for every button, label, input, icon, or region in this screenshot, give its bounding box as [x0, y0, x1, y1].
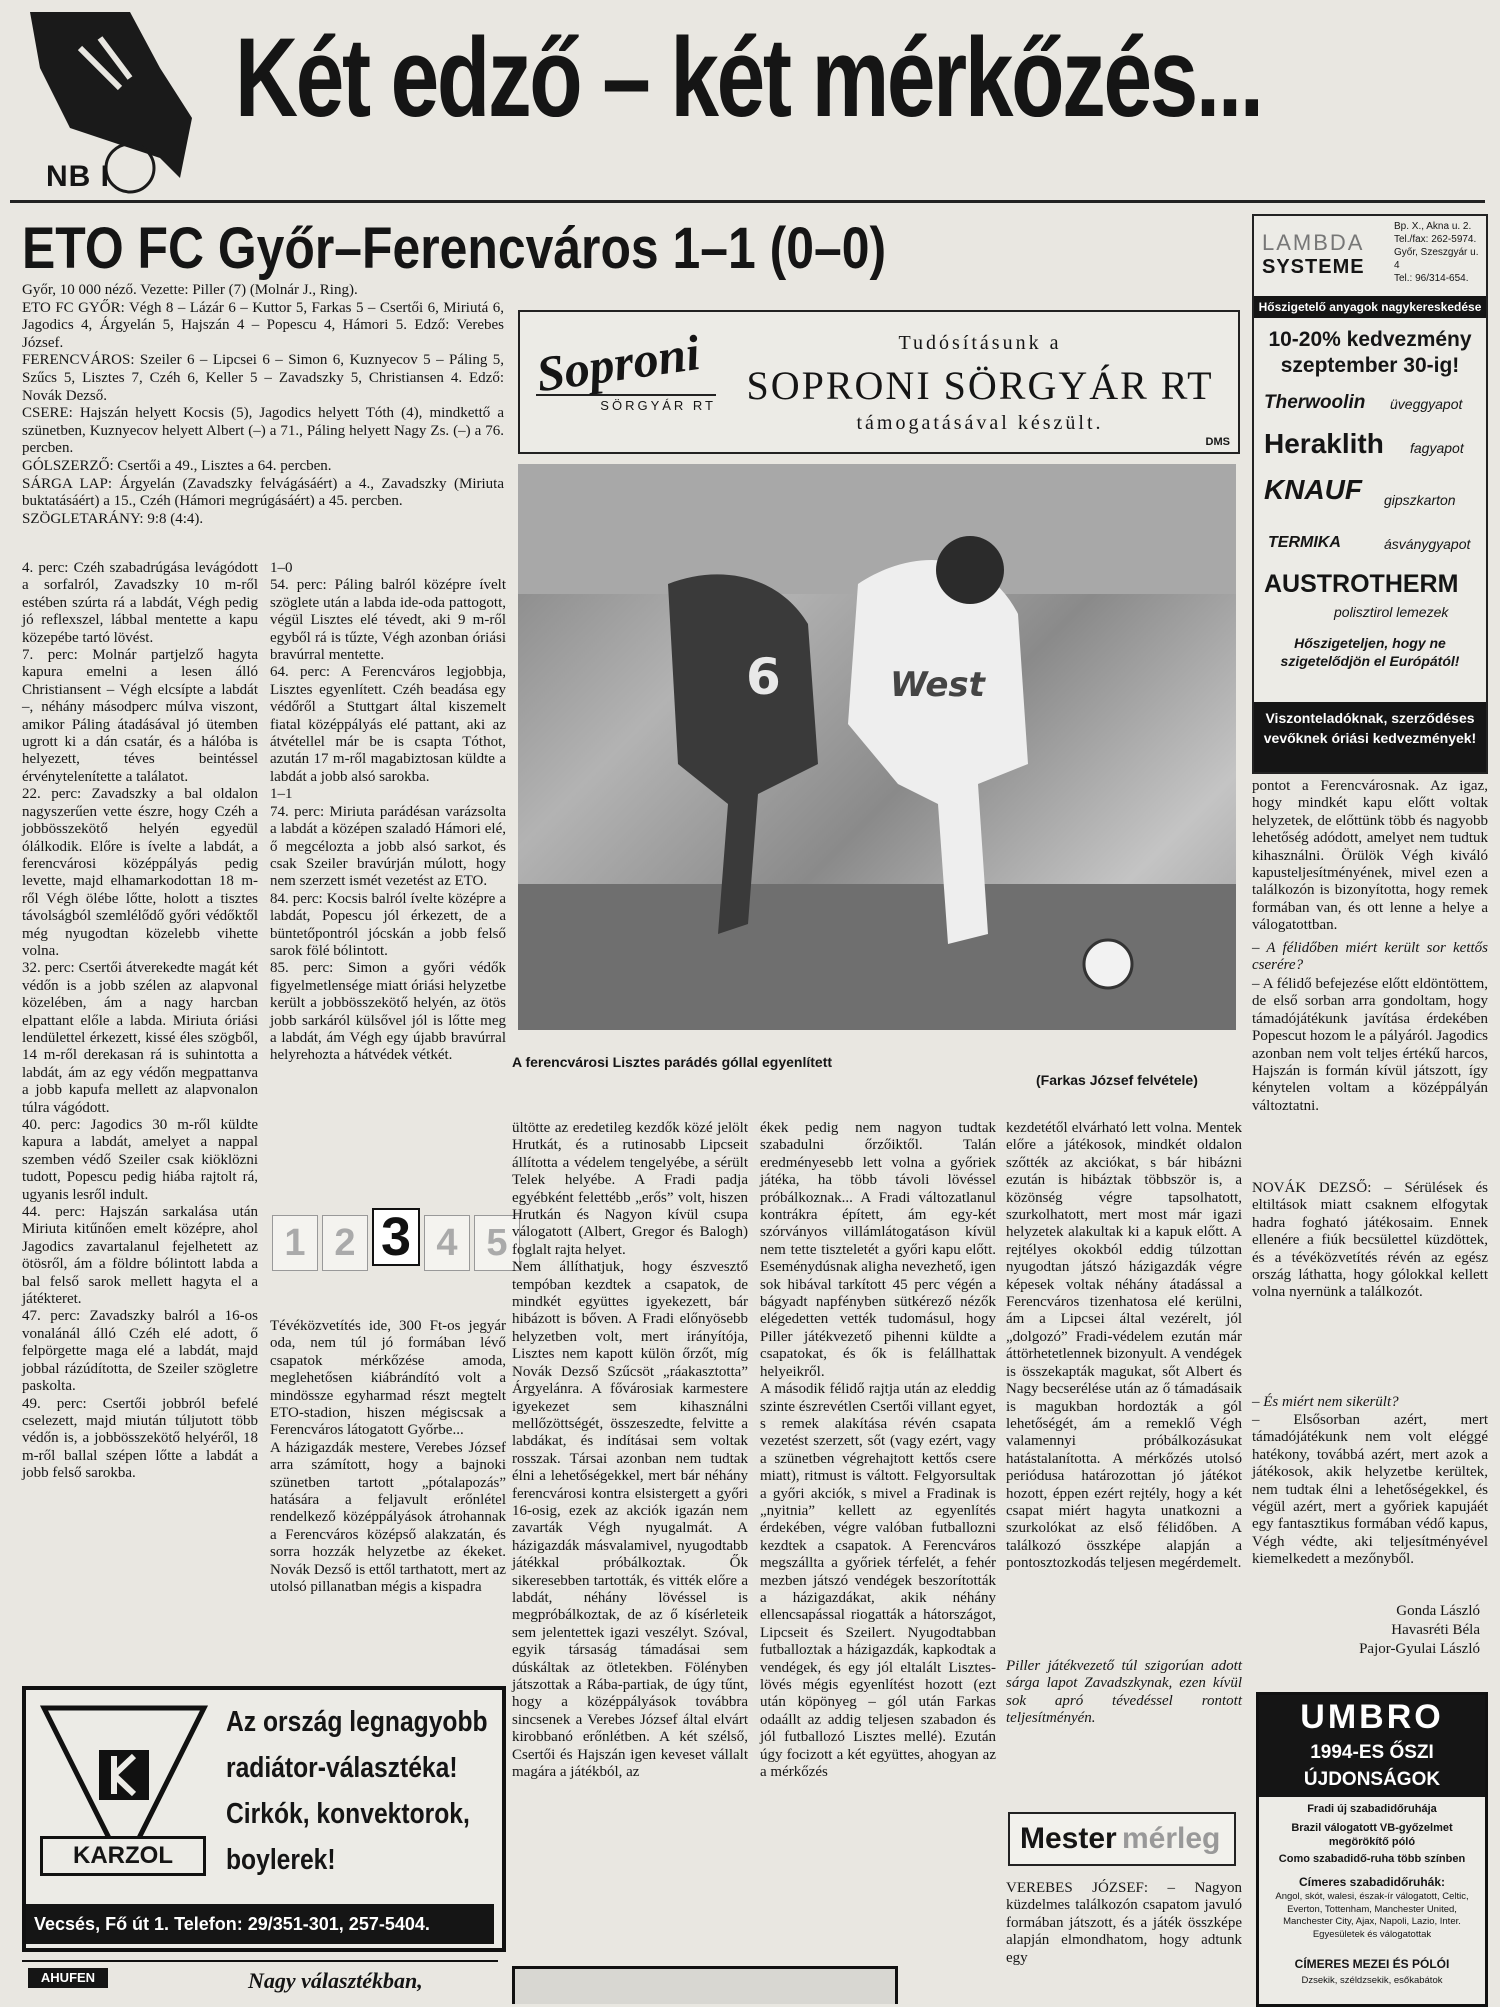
- sponsor-line2: SOPRONI SÖRGYÁR RT: [746, 363, 1214, 408]
- umbro-crest-list: Angol, skót, walesi, észak-ír válogatott, Celtic, Everton, Tottenham, Manchester United, Manchester City, Ajax, Napoli, Lazio, Inter. Egyesületek és válogatottak: [1275, 1891, 1469, 1940]
- match-info-line: SZÖGLETARÁNY: 9:8 (4:4).: [22, 510, 204, 527]
- umbro-ad: [1256, 1692, 1488, 2007]
- umbro-line2: ÚJDONSÁGOK: [1259, 1767, 1485, 1797]
- umbro-brand: UMBRO: [1259, 1695, 1485, 1739]
- sponsor-box: [518, 310, 1240, 454]
- match-info-line: SÁRGA LAP: Árgyelán (Zavadszky felvágásáért) a 4., Zavadszky (Miriuta buktatásáért) a 15., Czéh (Hámori megrúgásáért) a 45. percben.: [22, 475, 504, 510]
- headline: Két edző – két mérkőzés...: [235, 15, 1262, 140]
- coach-q2: – És miért nem sikerült?: [1252, 1394, 1399, 1410]
- section-logo: NB I: [46, 160, 110, 193]
- umbro-bottom2: Dzsekik, széldzsekik, esőkabátok: [1301, 1975, 1443, 1986]
- coach-a2: – Elsősorban azért, mert támadójátékunk nem volt eléggé hatékony, továbbá azért, mert azok a játékosok, akik helyzetbe kerültek, nem tudtak élni a lehetőségekkel, és végül azért, mert a győriek kapujáét egy fantasztikus formában védő kapus, Végh védte, aki teljesítményével kiemelkedett a mezőnyből.: [1252, 1412, 1488, 1568]
- umbro-item: Brazil válogatott VB-győzelmet megörökítő póló: [1291, 1822, 1453, 1848]
- nb1-logo: [10, 8, 202, 198]
- umbro-crest-title: Címeres szabadidőruhák:: [1298, 1875, 1446, 1889]
- match-info-line: ETO FC GYŐR: Végh 8 – Lázár 6 – Kuttor 5, Farkas 5 – Csertői 6, Miriutá 6, Jagodics 4, Árgyelán 5, Hajszán 4 – Popescu 4, Hámori 5. Edző: Verebes József.: [22, 299, 504, 351]
- mestermerleg-part2: mérleg: [1122, 1822, 1221, 1855]
- bottom-ad-center: [512, 1966, 898, 2004]
- product-brand: Therwoolin: [1264, 392, 1366, 413]
- rating-number: 2: [322, 1215, 368, 1271]
- bottom-ad: [22, 1960, 498, 2003]
- product-desc: fagyapot: [1410, 440, 1464, 456]
- product-desc: gipszkarton: [1384, 492, 1456, 508]
- report-col3: ültötte az eredetileg kezdők közé jelölt Hrutkát, és a rutinosabb Lipcseit állította a védelem tengelyébe, a sérült Telek helyébe. A Fradi padja egyébként felettébb „erős” volt, hiszen Hrutkán és Nagyon kívül csupa válogatott (Albert, Gregor és Balogh) foglalt rajta helyet. Nem állíthatjuk, hogy észvesztő tempóban kezdtek a csapatok, de mindkét együttes igyekezett, bár hibázott is bőven. A Fradi előnyösebb helyzetben volt, mert irányítója, Lisztes nem kapott külön őrzőt, míg Novák Dezső Szűcsöt „ráakasztotta” Árgyelánra. A fővárosiak karmestere igyekezet sem kihasználni mellőzöttségét, összeszedte, felvitte a labdákat, és indításai sem voltak rosszak. Társai azonban nem tudtak élni a lehetőségekkel, mert bár néhány ferencvárosi kontra elsistergett a győri 16-osig, ezek az akciók igazán nem zavarták Végh nyugalmát. A házigazdák másvalamivel, nyugodtabb játékkal próbálkoztak. Ők sikeresebben tartották, és vitték előre a labdát, néhány lövéssel is megpróbálkoztak, de az ő kísérleteik sem jelentettek igazi veszélyt. Szóval, egyik társaság támadásai sem dúskáltak az ötletekben. Fölényben játszottak a Rába-partiak, de úgy tűnt, hogy a középpályások továbbra sincsenek a Verebes József által elvárt kirobbanó erőnlétben. A két szélső, Csertői és Hajszán igen keveset vállalt magára a játékból, az: [512, 1120, 748, 1781]
- bottom-ad-brand: AHUFEN: [28, 1968, 108, 1988]
- match-events-col1: 4. perc: Czéh szabadrúgása levágódott a sorfalról, Zavadszky 10 m-ről estében szúrta rá a labdát, Végh pedig jó reflexszel, lábbal mentette a kapu közepébe tartó lövést. 7. perc: Molnár partjelző hagyta kapura emelni a lesen álló Christiansent – Végh elcsípte a labdát –, néhány másodperc múlva viszont, amikor Páling átadásával jó ütemben ugrott ki a dán csatár, és a hálóba is helyezett, téves beintéssel érvénytelenítette a találatot. 22. perc: Zavadszky a bal oldalon nagyszerűen vette észre, hogy Czéh a jobbösszekötő helyén egyedül ólálkodik. Előre is ívelte a labdát, a ferencvárosi középpályás pedig levette, majd elhamarkodottan 18 m-ről Végh ölébe lőtte, holott a tisztes távolságból szemlélődő győri védőktől még nyugodtan közelebb vihette volna. 32. perc: Csertői átverekedte magát két védőn is a jobb szélen az alapvonal közelében, ám a nagy harcban elpattant előle a labda. Miriuta óriási lendülettel érkezett, kissé éles szögből, 14 m-ről derekasan rá is suhintotta a labdát, ám az egy védőn megpattanva a jobb kapufa mellett az alapvonalon túlra vágódott. 40. perc: Jagodics 30 m-ről küldte kapura a labdát, amelyet a nappal szemben védő Szeiler csak kiöklözni tudott, Popescu pedig hiába rajtolt rá, ugyanis lesről indult. 44. perc: Hajszán sarkalása után Miriuta kitűnően emelt középre, ahol Jagodics zavartalanul fejelhetett az ötösről, ám a földre bólintott labda a bal felső sarok mellett hagyta el a játékteret. 47. perc: Zavadszky balról a 16-os vonalánál álló Czéh elé adott, ő felpörgette maga elé a labdát, majd jobbal rázúdította, de Szeiler szögletre paskolta. 49. perc: Csertői jobbról befelé cselezett, majd miután túljutott több védőn is, a jobbösszekötő helyéről, 18 m-ről ballal szépen lőtte a labdát a jobb felső sarokba.: [22, 560, 258, 1482]
- umbro-item: Fradi új szabadidőruhája: [1307, 1803, 1437, 1815]
- author: Gonda László: [1396, 1603, 1480, 1619]
- lambda-address: [1394, 220, 1486, 285]
- lambda-date: szeptember 30-ig!: [1280, 354, 1460, 377]
- match-info-line: CSERE: Hajszán helyett Kocsis (5), Jagodics helyett Tóth (4), mindkettő a szünetben, Kuznyecov helyett Albert (–) a 71., Páling helyett Nagy Zs. (–) a 76. percben.: [22, 405, 504, 457]
- karzol-line3: Cirkók, konvektorok,: [226, 1798, 470, 1830]
- karzol-line1: Az ország legnagyobb: [226, 1706, 488, 1738]
- soproni-logo: [532, 323, 716, 430]
- sponsor-line1: Tudósításunk a: [898, 332, 1062, 354]
- soproni-logo-sub: SÖRGYÁR RT: [536, 394, 716, 413]
- report-col5: kezdetétől elvárható lett volna. Mentek előre a játékosok, mindkét oldalon szőtték az akciókat, s bár hibázni ezután is hibáztak többször is, a közönség végre tapsolhatott, szurkolhatott, mert most már igazi helyzetek alakultak ki a kapuk előtt. A rejtélyes okokból eddig túlzottan nyugodtan játszó házigazdák végre képesek voltak néhány átadással a Ferencváros tizenhatosa elé kerülni, ám a Lipcsei által vezérelt, jól „dolgozó” Fradi-védelem ezután már áttörhetetlennek bizonyult. A vendégek is összekapták magukat, sőt Albert és Nagy becserélése után az ő támadásaik is magukban hordozták a gól lehetőségét, ám a remeklő Végh valamennyi próbálkozásukat hatástalanította. A mérkőzés utolsó periódusa határozottan jó játékot hozott, éppen ezért rejtély, hogy a két csapat miért hagyta unatkozni a szurkolókat az első félidőben. A találkozó összképe alapján a pontosztozkodás teljesen megérdemelt.: [1006, 1120, 1242, 1572]
- sponsor-mark: DMS: [1205, 436, 1230, 448]
- rating-scale: [272, 1208, 524, 1271]
- match-title: ETO FC Győr–Ferencváros 1–1 (0–0): [22, 216, 887, 281]
- lambda-bottom: Viszonteladóknak, szerződéses vevőknek óriási kedvezmények!: [1254, 702, 1486, 772]
- lambda-address-line: Győr, Szeszgyár u. 4: [1394, 247, 1479, 271]
- sponsor-line3: támogatásával készült.: [856, 412, 1104, 434]
- lambda-strip: Hőszigetelő anyagok nagykereskedése: [1254, 296, 1486, 318]
- karzol-line2: radiátor-választéka!: [226, 1752, 458, 1784]
- author: Havasréti Béla: [1391, 1622, 1480, 1638]
- rating-number: 5: [474, 1215, 520, 1271]
- header-rule: [10, 200, 1485, 203]
- match-info-line: GÓLSZERZŐ: Csertői a 49., Lisztes a 64. percben.: [22, 457, 332, 474]
- lambda-address-line: Tel./fax: 262-5974.: [1394, 234, 1477, 245]
- product-brand: KNAUF: [1264, 474, 1362, 505]
- match-events-col2: 1–0 54. perc: Páling balról középre ívelt szöglete után a labda ide-oda pattogott, végül Lisztes elé tévedt, aki 9 m-ről egyből rá is tűzte, Végh azonban óriási bravúrral mentette. 64. perc: A Ferencváros legjobbja, Lisztes egyenlített. Czéh beadása egy védőről a Stuttgart által kiszemelt fiatal középpályás elé pattant, aki az átvétellel már be is csapta Tóthot, azután 17 m-ről magabiztosan küldte a labdát a jobb alsó sarokba. 1–1 74. perc: Miriuta parádésan varázsolta a labdát a középen szaladó Hámori elé, ő megcélozta a jobb alsó sarkot, és csak Szeiler bravúrján múlott, hogy nem szerzett ismét vezetést az ETO. 84. perc: Kocsis balról ívelte középre a labdát, Popescu jól érkezett, de a büntetőpontról jócskán a jobb felső sarok fölé bólintott. 85. perc: Simon a győri védők figyelmetlensége miatt óriási helyzetbe került a jobbösszekötő helyén, az ötös jobb sarkáról külsővel jól is lőtte meg a labdát, ám Végh egy újabb bravúrral helyrehozta a hátvédek vétkét.: [270, 560, 506, 1064]
- lambda-address-line: Bp. X., Akna u. 2.: [1394, 221, 1472, 232]
- lambda-address-line: Tel.: 96/314-654.: [1394, 273, 1469, 284]
- author: Pajor-Gyulai László: [1359, 1641, 1480, 1657]
- photo-credit: (Farkas József felvétele): [1036, 1072, 1198, 1088]
- soproni-logo-text: Soproni: [532, 323, 704, 403]
- report-intro: Tévéközvetítés ide, 300 Ft-os jegyár oda, nem túl jó formában lévő csapatok mérkőzése amoda, meglehetősen kiábrándító volt a mindössze egyharmad részt megtelt ETO-stadion, hiszen mégiscsak a Ferencváros látogatott Győrbe... A házigazdák mestere, Verebes József arra számított, hogy a bajnoki szünetben tartott „pótalapozás” hatására a feljavult erőnlétel rendelkező középpályások átrohannak a Ferencváros középső alakzatán, és sorra hozzák helyzetbe az ékeket. Novák Dezső is ettől tarthatott, mert az utolsó pillanatban mégis a kispadra: [270, 1318, 506, 1596]
- match-info-line: FERENCVÁROS: Szeiler 6 – Lipcsei 6 – Simon 6, Kuznyecov 5 – Páling 5, Szűcs 5, Lisztes 7, Czéh 6, Keller 5 – Zavadszky 5, Christiansen 4. Edző: Novák Dezső.: [22, 352, 504, 404]
- product-brand: TERMIKA: [1268, 534, 1341, 551]
- product-desc: ásványgyapot: [1384, 536, 1471, 552]
- authors: [1300, 1602, 1480, 1659]
- umbro-line1: 1994-ES ŐSZI: [1259, 1739, 1485, 1767]
- mestermerleg-part1: Mester: [1020, 1822, 1117, 1855]
- lambda-ad: [1252, 214, 1488, 774]
- bottom-ad-text: Nagy választékban,: [248, 1968, 423, 1993]
- match-info: [22, 282, 504, 528]
- players-illustration: [518, 464, 1236, 1030]
- svg-text:West: West: [890, 665, 985, 705]
- rating-number: 1: [272, 1215, 318, 1271]
- match-info-line: Győr, 10 000 néző. Vezette: Piller (7) (Molnár J., Ring).: [22, 282, 358, 298]
- report-col4: ékek pedig nem nagyon tudtak szabadulni őrzőiktől. Talán eredményesebb lett volna a győriek játéka, ha több távoli lövéssel próbálkoznak... A Fradi változatlanul kontrákra épített, ám egy-két szórványos villámlátogatáson kívül nem tette tiszteletét a győri kapu előtt. Eseménydúsnak aligha nevezhető, igen sok hibával tarkított 45 perc végén a bágyadt napfényben sütkérező nézők elégedetten vették tudomásul, hogy Piller játékvezető pihenni küldte a csapatokat, és ők is felállhattak helyeikről. A második félidő rajtja után az eleddig szinte észrevétlen Csertői villant egyet, s remek alakítása révén csapata vezetést szerzett, sőt (vagy ezért, vagy a szünetben végrehajtott kettős csere miatt), ritmust is váltott. Felgyorsultak a győri akciók, s mivel a Fradinak is „nyitnia” kellett az egyenlítés érdekében, végre valóban futballozni kezdtek a csapatok. A Ferencváros megszállta a győriek térfelét, a fehér mezben játszó vendégek beszorították a házigazdákat, akik néhány ellencsapással riogatták a hátországot, Lipcseit és Szeilert. Nyugodtabban futballoztak a házigazdák, kapkodtak a vendégek, és egy jól eltalált Lisztes-lövés mégis egyenlítést hozott (ezt után köpönyeg – gól után Farkas odaállt az addig teljesen szabadon és jól futballozó Lisztes mellé). Ezután úgy focizott a két együttes, ahogyan az a mérkőzés: [760, 1120, 996, 1781]
- match-photo: [518, 464, 1236, 1030]
- product-brand: AUSTROTHERM: [1264, 570, 1459, 598]
- umbro-bottom1: CÍMERES MEZEI ÉS PÓLÓI: [1294, 1957, 1450, 1971]
- coach-a1: – A félidő befejezése előtt eldöntöttem, de első sorban arra gondoltam, hogy támadójátékunk javítása érdekében Popescut hozom le a pályáról. Jagodics azonban nem volt teljes értékű harcos, Hajszán is formán kívül játszott, így kénytelen voltam a középpályán változtatni.: [1252, 976, 1488, 1114]
- product-brand: Heraklith: [1264, 428, 1384, 459]
- product-desc: üveggyapot: [1390, 396, 1463, 412]
- rating-number: 4: [424, 1215, 470, 1271]
- lambda-slogan: Hőszigeteljen, hogy ne szigetelődjön el Európától!: [1280, 635, 1460, 669]
- product-desc: polisztirol lemezek: [1334, 604, 1449, 620]
- verebes-quote: VEREBES JÓZSEF: – Nagyon küzdelmes találkozón csapatom javuló formában játszott, és a játék összképe alapján elmondhatom, hogy adtunk egy: [1006, 1880, 1242, 1966]
- svg-text:6: 6: [746, 648, 781, 706]
- karzol-address: Vecsés, Fő út 1. Telefon: 29/351-301, 257-5404.: [26, 1904, 494, 1944]
- coach-novak: NOVÁK DEZSŐ: – Sérülések és eltiltások miatt csaknem elfogytak hadra fogható játékosaim. Ennek ellenére a fiúk becsülettel küzdöttek, és a tévéközvetítés révén az egész ország láthatta, hogy gólokkal kellett volna nyernünk a találkozót.: [1252, 1180, 1488, 1301]
- coach-col6: pontot a Ferencvárosnak. Az igaz, hogy mindkét kapu előtt voltak helyzetek, de előttünk több és nagyobb lehetőség adódott, amelyet nem tudtuk kihasználni. Örülök Végh kiváló kapusteljesítményének, mivel ezen a találkozón is bizonyította, hogy remek formában van, és ott lenne a helye a válogatottban.: [1252, 778, 1488, 934]
- lambda-discount: 10-20% kedvezmény: [1268, 328, 1472, 351]
- umbro-item: Como szabadidő-ruha több színben: [1278, 1853, 1466, 1865]
- photo-caption: A ferencvárosi Lisztes parádés góllal egyenlített: [512, 1054, 833, 1070]
- karzol-ad: [22, 1686, 506, 1952]
- mestermerleg-label: [1008, 1812, 1236, 1866]
- karzol-brand: KARZOL: [40, 1836, 206, 1876]
- lambda-brand: LAMBDA: [1262, 230, 1365, 255]
- lambda-brand2: SYSTEME: [1262, 256, 1365, 278]
- rating-number-selected: 3: [372, 1208, 420, 1266]
- report-col5-italic: Piller játékvezető túl szigorúan adott sárga lapot Zavadszkynak, ezen kívül sok apró tévedéssel rontott teljesítményén.: [1006, 1658, 1242, 1727]
- coach-q1: – A félidőben miért került sor kettős cserére?: [1252, 940, 1488, 974]
- karzol-line4: boylerek!: [226, 1844, 336, 1876]
